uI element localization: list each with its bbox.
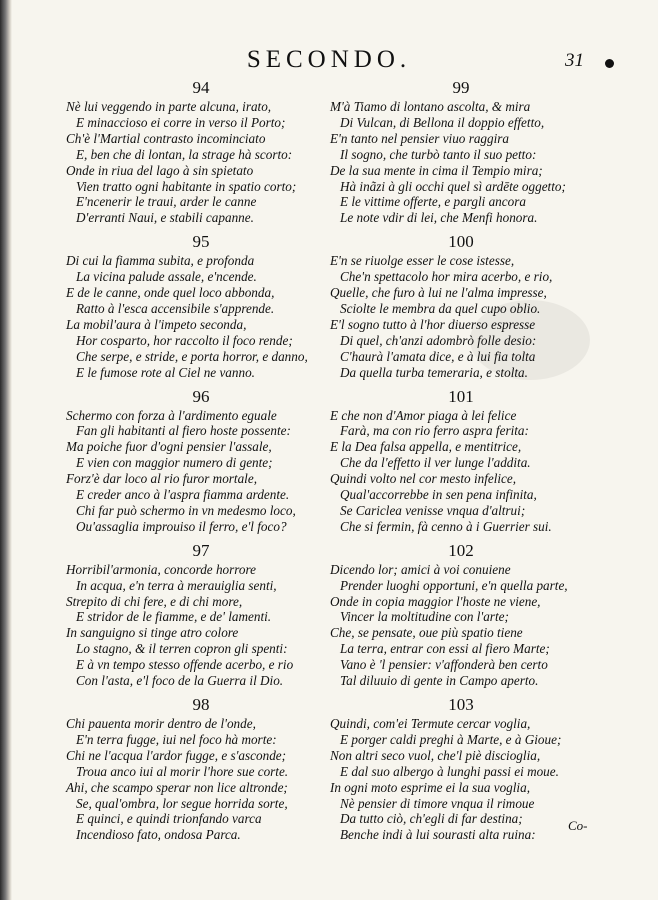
verse-line: Strepito di chi fere, e di chi more, (66, 593, 243, 609)
stanza-number: 100 (448, 232, 474, 252)
verse-line: Di cui la fiamma subita, e profonda (66, 253, 255, 269)
verse-line: Da tutto ciò, ch'egli di far destina; (340, 811, 523, 827)
stanza-number: 99 (452, 78, 470, 97)
verse-line: D'erranti Naui, e stabili capanne. (76, 210, 254, 226)
stanza-number: 97 (192, 540, 210, 560)
stanza-number: 103 (448, 695, 474, 714)
verse-line: Dicendo lor; amici à voi conuiene (330, 561, 511, 577)
verse-line: Horribil'armonia, concorde horrore (66, 561, 257, 577)
verse-line: Lo stagno, & il terren copron gli spenti: (76, 641, 288, 657)
verse-line: In ogni moto esprime ei la sua voglia, (330, 779, 530, 795)
page-number: 31 (565, 50, 584, 71)
verse-line: E porger caldi preghi à Marte, e à Gioue; (340, 731, 562, 747)
verse-line: Ch'è l'Martial contrasto incominciato (66, 130, 266, 146)
stanza (66, 695, 336, 843)
verse-line: Che, se pensate, oue più spatio tiene (330, 625, 523, 641)
verse-line: Chi ne l'acqua l'ardor fugge, e s'asconde; (66, 747, 287, 763)
right-column (330, 78, 592, 849)
verse-line: Farà, ma con rio ferro aspra ferita: (340, 423, 529, 439)
verse-line: E'n se riuolge esser le cose istesse, (330, 253, 515, 269)
verse-line: Che serpe, e stride, e porta horror, e danno, (76, 348, 308, 364)
verse-line: Ou'assaglia improuiso il ferro, e'l foco? (76, 518, 287, 534)
verse-line: E stridor de le fiamme, e de' lamenti. (76, 609, 272, 625)
verse-line: E, ben che di lontan, la strage hà scorto: (76, 146, 293, 162)
verse-line: Se, qual'ombra, lor segue horrida sorte, (76, 795, 288, 811)
verse-line: Da quella turba temeraria, e stolta. (340, 364, 528, 380)
verse-line: La mobil'aura à l'impeto seconda, (66, 316, 247, 332)
verse-line: E le fumose rote al Ciel ne vanno. (76, 364, 255, 380)
verse-line: Che'n spettacolo hor mira acerbo, e rio, (340, 269, 553, 285)
verse-line: Quindi, com'ei Termute cercar voglia, (330, 716, 531, 731)
verse-line: Che si fermin, fà cenno à i Guerrier sui. (340, 518, 552, 534)
page-header (0, 46, 658, 76)
verse-line: E che non d'Amor piaga à lei felice (330, 407, 517, 423)
verse-line: De la sua mente in cima il Tempio mira; (330, 162, 543, 178)
verse-line: M'à Tiamo di lontano ascolta, & mira (330, 99, 531, 114)
stanza-number: 102 (448, 540, 474, 560)
verse-line: E à vn tempo stesso offende acerbo, e rio (76, 657, 294, 673)
verse-line: Benche indi à lui sourasti alta ruina: (340, 827, 536, 843)
verse-line: C'haurà l'amata dice, e à lui fia tolta (340, 348, 536, 364)
verse-line: La terra, entrar con essi al fiero Marte; (340, 641, 550, 657)
stanza (330, 387, 592, 535)
verse-line: Nè lui veggendo in parte alcuna, irato, (66, 99, 272, 114)
verse-line: Le note vdir di lei, che Menfi honora. (340, 210, 538, 226)
verse-line: Hà inãzi à gli occhi quel sì ardēte oggetto; (340, 178, 566, 194)
verse-line: Ma poiche fuor d'ogni pensier l'assale, (66, 439, 272, 455)
verse-line: Schermo con forza à l'ardimento eguale (66, 407, 277, 423)
binding-edge (0, 0, 12, 900)
verse-line: Fan gli habitanti al fiero hoste possente: (76, 423, 291, 439)
stanza (330, 541, 592, 689)
verse-line: Il sogno, che turbò tanto il suo petto: (340, 146, 537, 162)
verse-line: Chi far può schermo in vn medesmo loco, (76, 502, 296, 518)
verse-line: In sanguigno si tinge atro colore (66, 625, 239, 641)
verse-line: Di quel, ch'anzi adombrò folle desio: (340, 332, 537, 348)
verse-line: Ahi, che scampo sperar non lice altronde; (66, 779, 288, 795)
verse-line: E de le canne, onde quel loco abbonda, (66, 285, 275, 301)
verse-line: Vien tratto ogni habitante in spatio corto; (76, 178, 297, 194)
stanza-number: 96 (192, 386, 210, 406)
verse-line: Hor cosparto, hor raccolto il foco rende; (76, 332, 293, 348)
stanza (66, 387, 336, 535)
verse-line: E quinci, e quindi trionfando varca (76, 811, 262, 827)
verse-line: E creder anco à l'aspra fiamma ardente. (76, 487, 290, 503)
verse-line: E'n tanto nel pensier viuo raggira (330, 130, 510, 146)
verse-line: Troua anco iui al morir l'hore sue corte. (76, 763, 289, 779)
verse-line: E'ncenerir le traui, arder le canne (76, 194, 257, 210)
verse-line: Quelle, che furo à lui ne l'alma impresse, (330, 285, 547, 301)
verse-line: Quindi volto nel cor mesto infelice, (330, 471, 517, 487)
verse-line: Vano è 'l pensier: v'affonderà ben certo (340, 657, 548, 673)
verse-line: Onde in riua del lago à sin spietato (66, 162, 254, 178)
stanza (66, 232, 336, 380)
stanza-number: 94 (192, 78, 210, 97)
verse-line: Tal diluuio di gente in Campo aperto. (340, 673, 539, 689)
verse-line: Vincer la moltitudine con l'arte; (340, 609, 509, 625)
verse-line: E'l sogno tutto à l'hor diuerso espresse (330, 316, 536, 332)
stanza (66, 78, 336, 226)
verse-line: E vien con maggior numero di gente; (76, 455, 273, 471)
verse-line: Incendioso fato, ondosa Parca. (76, 827, 241, 843)
stanza (330, 232, 592, 380)
catchword: Co- (568, 818, 588, 833)
verse-line: E le vittime offerte, e pargli ancora (340, 194, 526, 210)
stanza-number: 95 (192, 232, 210, 252)
left-column (66, 78, 336, 849)
verse-line: Non altri seco vuol, che'l piè discioglia, (330, 747, 541, 763)
verse-line: Qual'accorrebbe in sen pena infinita, (340, 487, 537, 503)
verse-line: Se Cariclea venisse vnqua d'altrui; (340, 502, 526, 518)
verse-line: E la Dea falsa appella, e mentitrice, (330, 439, 522, 455)
verse-line: La vicina palude assale, e'ncende. (76, 269, 257, 285)
verse-line: Ratto à l'esca accensibile s'apprende. (76, 300, 275, 316)
stanza (66, 541, 336, 689)
verse-line: Sciolte le membra da quel cupo oblio. (340, 300, 541, 316)
verse-line: Con l'asta, e'l foco de la Guerra il Dio. (76, 673, 284, 689)
verse-line: E'n terra fugge, iui nel foco hà morte: (76, 731, 277, 747)
verse-line: Onde in copia maggior l'hoste ne viene, (330, 593, 541, 609)
verse-line: In acqua, e'n terra à merauiglia senti, (76, 577, 277, 593)
ink-dot (605, 59, 614, 68)
stanza-number: 98 (192, 695, 210, 714)
stanza (330, 695, 592, 843)
verse-line: Prender luoghi opportuni, e'n quella parte, (340, 577, 568, 593)
verse-line: E dal suo albergo à lunghi passi ei moue. (340, 763, 559, 779)
verse-line: E minaccioso ei corre in verso il Porto; (76, 114, 286, 130)
stanza (330, 78, 592, 226)
verse-line: Di Vulcan, di Bellona il doppio effetto, (340, 114, 545, 130)
verse-line: Che da l'effetto il ver lunge l'addita. (340, 455, 531, 471)
stanza-number: 101 (448, 386, 474, 406)
verse-line: Nè pensier di timore vnqua il rimoue (340, 795, 535, 811)
verse-line: Chi pauenta morir dentro de l'onde, (66, 716, 256, 731)
verse-line: Forz'è dar loco al rio furor mortale, (66, 471, 257, 487)
running-head: SECONDO. (246, 46, 412, 73)
